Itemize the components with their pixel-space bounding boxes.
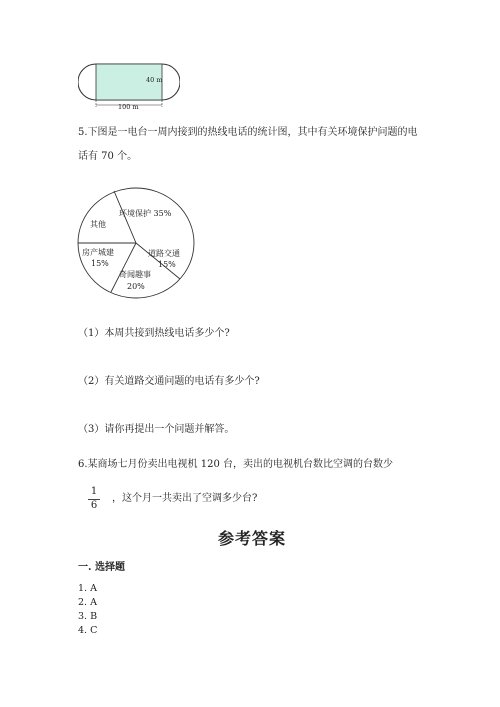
answer-item: 2. A xyxy=(78,597,97,608)
answer-section-heading: 一. 选择题 xyxy=(78,562,125,573)
q5-line2: 话有 70 个。 xyxy=(78,151,138,162)
pie-label-other: 其他 xyxy=(90,220,106,229)
pie-label-road-pct: 15% xyxy=(158,260,176,269)
pie-label-house-pct: 15% xyxy=(91,259,109,268)
q6-line2: ，这个月一共卖出了空调多少台? xyxy=(112,493,258,504)
answer-item: 1. A xyxy=(78,583,97,594)
answer-item: 4. C xyxy=(78,625,98,636)
track-length-label: 100 m xyxy=(118,103,139,110)
q6-fraction xyxy=(88,486,100,512)
answer-title: 参考答案 xyxy=(218,529,287,548)
fraction-denominator: 6 xyxy=(90,500,98,511)
pie-label-news-name: 奇闻趣事 xyxy=(119,270,151,279)
fraction-numerator: 1 xyxy=(90,486,98,497)
track-figure xyxy=(78,60,180,110)
pie-chart xyxy=(76,186,198,302)
pie-label-road-name: 道路交通 xyxy=(148,249,180,258)
answer-item: 3. B xyxy=(78,611,98,622)
q6-line1: 6.某商场七月份卖出电视机 120 台，卖出的电视机台数比空调的台数少 xyxy=(78,459,393,470)
pie-label-house-name: 房产城建 xyxy=(82,248,114,257)
pie-label-env: 环境保护 35% xyxy=(119,209,172,218)
pie-label-news-pct: 20% xyxy=(127,282,145,291)
track-width-label: 40 m xyxy=(146,76,163,84)
q5-line1: 5.下图是一电台一周内接到的热线电话的统计图，其中有关环境保护问题的电 xyxy=(78,127,418,138)
sub-question-1: （1）本周共接到热线电话多少个? xyxy=(78,328,230,339)
sub-question-3: （3）请你再提出一个问题并解答。 xyxy=(78,424,235,435)
sub-question-2: （2）有关道路交通问题的电话有多少个? xyxy=(78,376,260,387)
